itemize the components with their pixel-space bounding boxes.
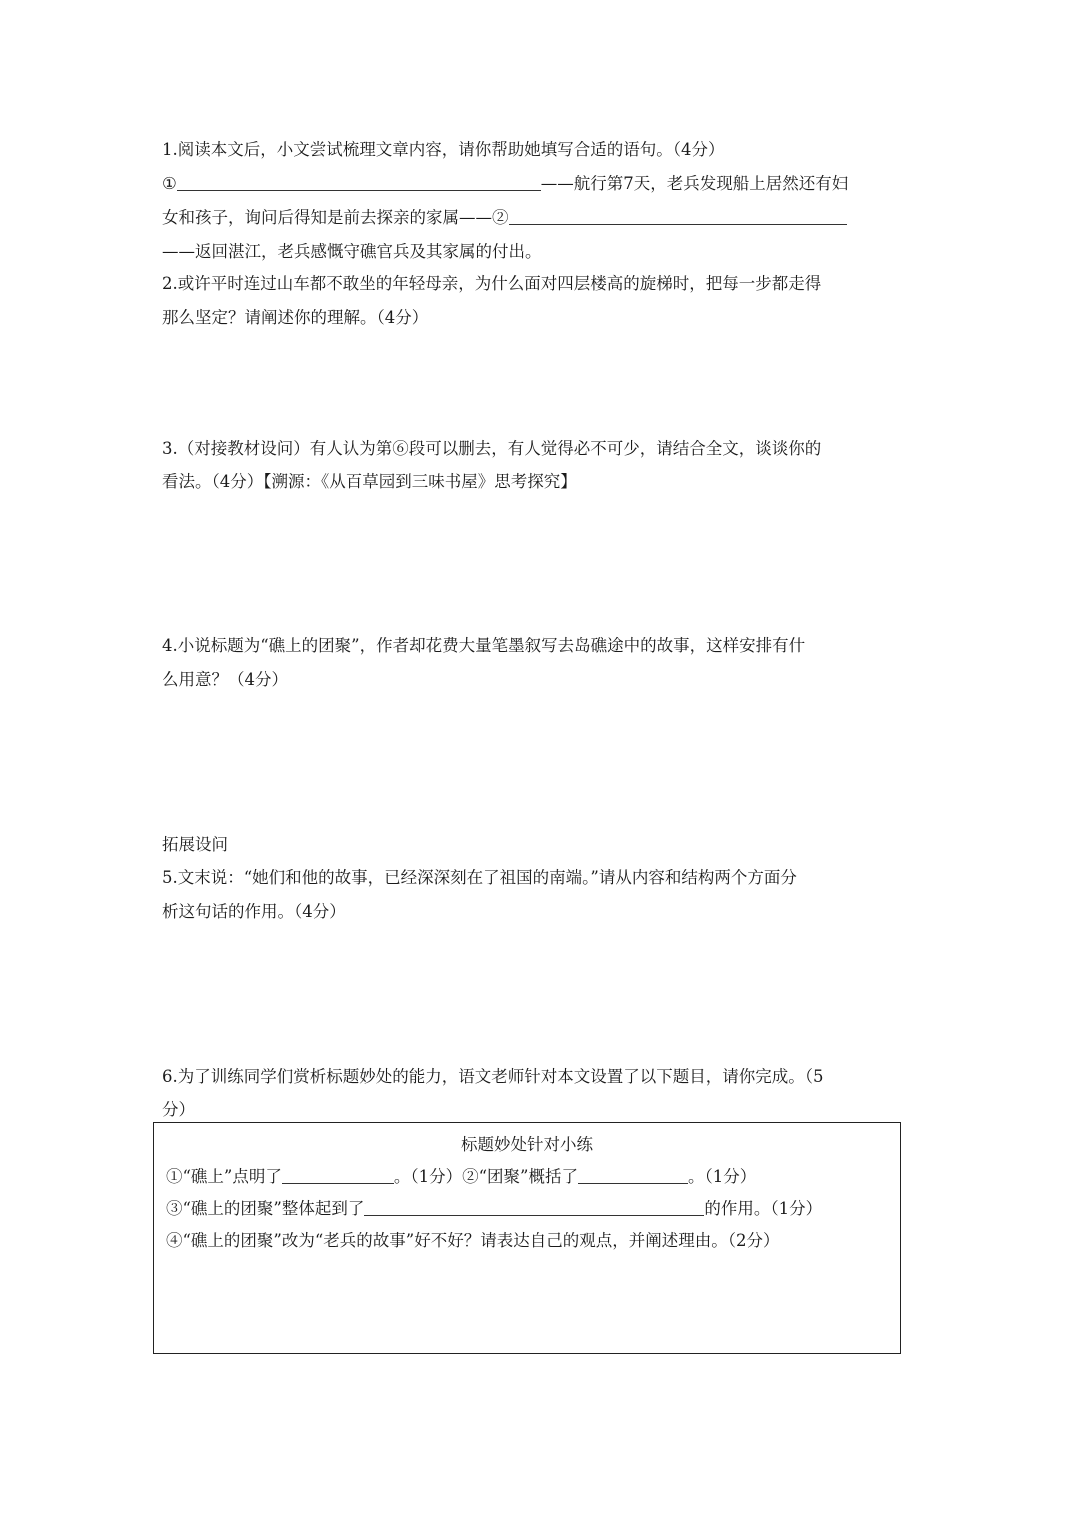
practice-box [153, 1122, 901, 1354]
practice-blank-2[interactable] [578, 1165, 688, 1184]
q4-line-2: 么用意？（4分） [162, 670, 288, 689]
q5-line-2: 析这句话的作用。（4分） [162, 902, 346, 921]
practice-box-title: 标题妙处针对小练 [461, 1135, 593, 1154]
practice-item-2-text-b: 的作用。（1分） [704, 1199, 823, 1218]
q3-line-2: 看法。（4分）【溯源：《从百草园到三味书屋》思考探究】 [162, 472, 577, 491]
q1-line-4: ——返回湛江，老兵感慨守礁官兵及其家属的付出。 [162, 242, 542, 261]
q1-blank-2[interactable] [509, 206, 847, 225]
section-heading: 拓展设问 [162, 835, 228, 854]
practice-item-2-text-a: ③“礁上的团聚”整体起到了 [166, 1199, 365, 1218]
practice-item-3: ④“礁上的团聚”改为“老兵的故事”好不好？请表达自己的观点，并阐述理由。（2分） [166, 1231, 780, 1250]
practice-item-1-text-a: ①“礁上”点明了 [166, 1167, 282, 1186]
q6-line-1: 6.为了训练同学们赏析标题妙处的能力，语文老师针对本文设置了以下题目，请你完成。（5 [162, 1067, 824, 1086]
practice-blank-1[interactable] [282, 1165, 394, 1184]
q1-line-2-text: ——航行第7天，老兵发现船上居然还有妇 [540, 174, 849, 193]
practice-item-1 [166, 1165, 756, 1189]
q1-line-2 [162, 172, 916, 196]
practice-item-2 [166, 1197, 822, 1221]
practice-item-1-text-b: 。（1分）②“团聚”概括了 [393, 1167, 578, 1186]
practice-answer-area[interactable] [166, 1261, 888, 1343]
practice-item-1-text-c: 。（1分） [688, 1167, 757, 1186]
q1-line-1: 1.阅读本文后，小文尝试梳理文章内容，请你帮助她填写合适的语句。（4分） [162, 140, 725, 159]
q4-line-1: 4.小说标题为“礁上的团聚”，作者却花费大量笔墨叙写去岛礁途中的故事，这样安排有什 [162, 636, 806, 655]
q1-marker-1: ① [162, 174, 177, 193]
q2-line-2: 那么坚定？请阐述你的理解。（4分） [162, 308, 429, 327]
q2-line-1: 2.或许平时连过山车都不敢坐的年轻母亲，为什么面对四层楼高的旋梯时，把每一步都走得 [162, 274, 822, 293]
q3-line-1: 3.（对接教材设问）有人认为第⑥段可以删去，有人觉得必不可少，请结合全文，谈谈你的 [162, 439, 822, 458]
q1-line-3 [162, 206, 916, 230]
q1-blank-1[interactable] [177, 172, 541, 191]
q5-line-1: 5.文末说：“她们和他的故事，已经深深刻在了祖国的南端。”请从内容和结构两个方面分 [162, 868, 797, 887]
q1-line-3-text: 女和孩子，询问后得知是前去探亲的家属——② [162, 208, 509, 227]
practice-blank-3[interactable] [364, 1197, 704, 1216]
q6-line-2: 分） [162, 1100, 195, 1119]
